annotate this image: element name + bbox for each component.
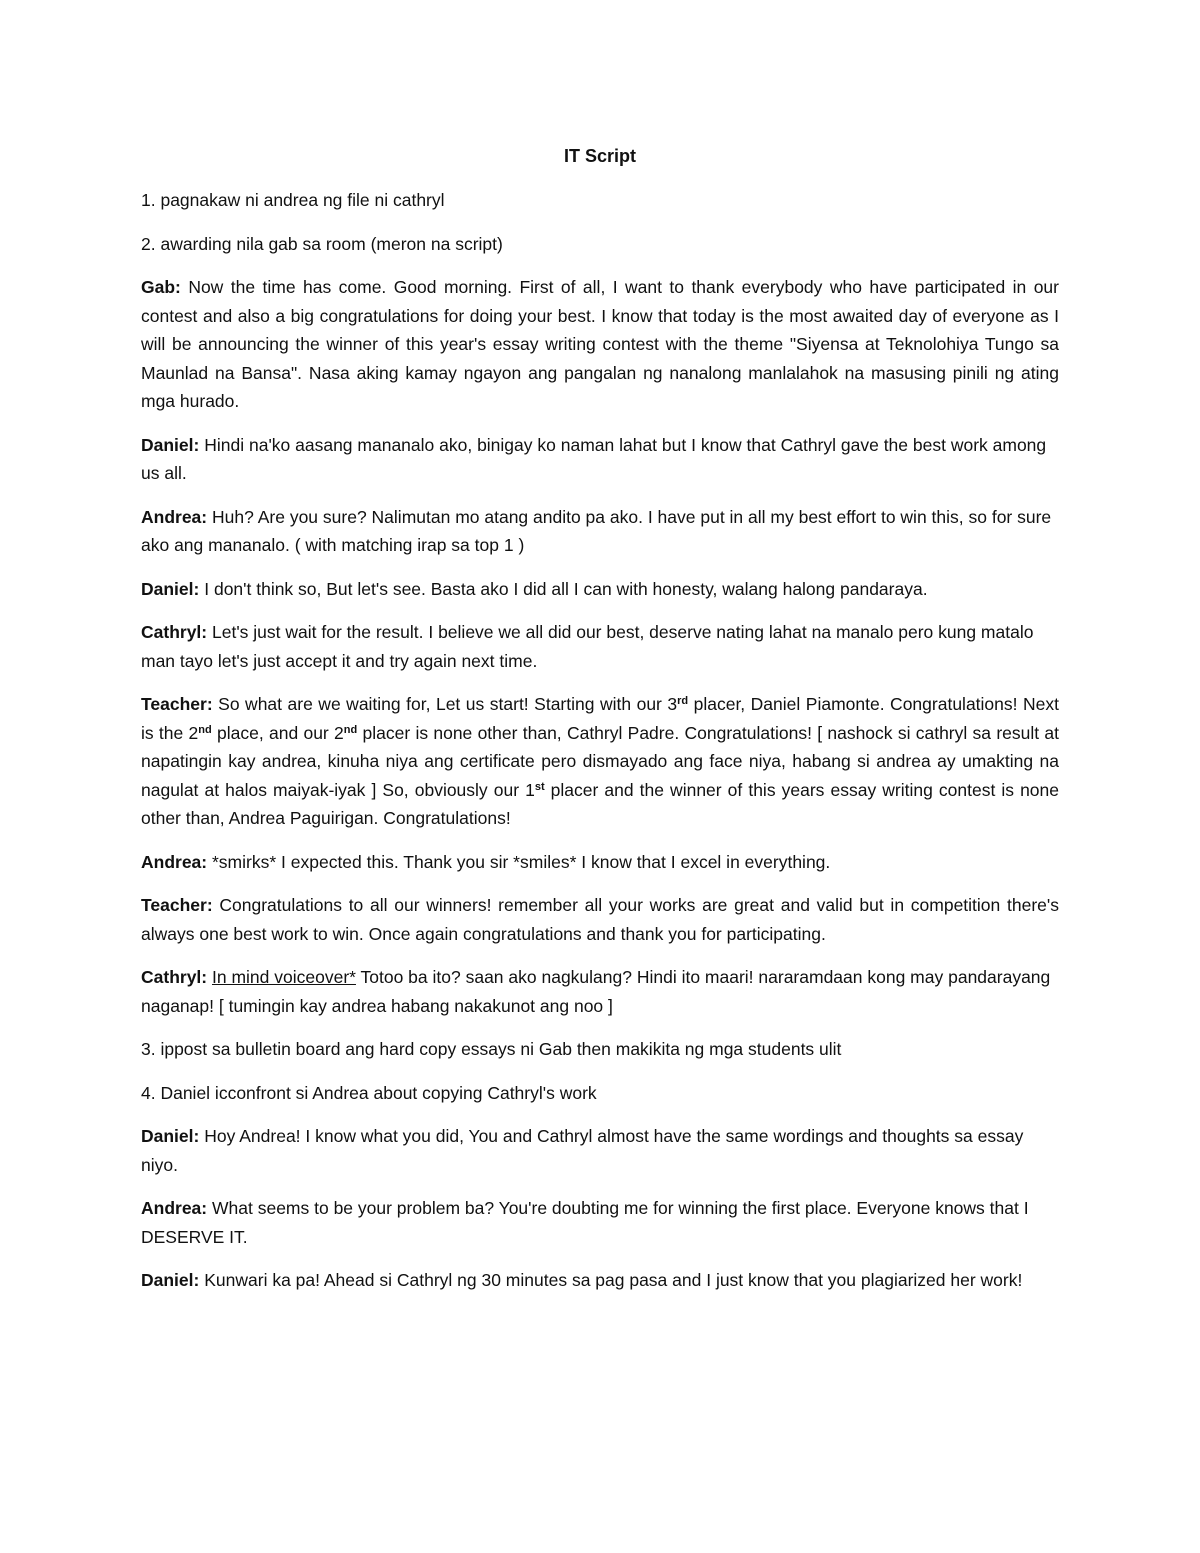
dialogue-teacher-1 (141, 690, 1059, 833)
speaker-label: Teacher: (141, 694, 213, 714)
speaker-label: Andrea: (141, 851, 208, 872)
dialogue-teacher-2 (141, 891, 1059, 948)
dialogue-text: Hoy Andrea! I know what you did, You and Cathryl almost have the same wordings and thoughts sa essay niyo. (141, 1126, 1024, 1175)
dialogue-andrea-3 (141, 1194, 1059, 1251)
ordinal-suffix: rd (677, 695, 689, 707)
dialogue-text: Let's just wait for the result. I believe we all did our best, deserve nating lahat na manalo pero kung matalo man tayo let's just accept it and try again next time. (141, 622, 1034, 671)
dialogue-text: Totoo ba ito? saan ako nagkulang? Hindi ito maari! nararamdaan kong may pandarayang naganap! [ tumingin kay andrea habang nakakunot ang noo ] (141, 967, 1051, 1016)
dialogue-text: Congratulations to all our winners! remember all your works are great and valid but in competition there's always one best work to win. Once again congratulations and thank you for participating. (141, 895, 1059, 944)
speaker-label: Daniel: (141, 1270, 200, 1290)
speaker-label: Teacher: (141, 895, 213, 915)
dialogue-text: So what are we waiting for, Let us start! Starting with our 3 (218, 694, 678, 714)
dialogue-text: Now the time has come. Good morning. First of all, I want to thank everybody who have participated in our contest and also a big congratulations for doing your best. I know that today is the most awaited day of everyone as I will be announcing the winner of this year's essay writing contest with the theme "Siyensa at Teknolohiya Tungo sa Maunlad na Bansa". Nasa aking kamay ngayon ang pangalan ng nanalong manlalahok na masusing pinili ng ating mga hurado. (141, 277, 1059, 411)
dialogue-cathryl-1 (141, 618, 1059, 675)
speaker-label: Andrea: (141, 506, 208, 527)
list-item-2: 2. awarding nila gab sa room (meron na script) (141, 233, 503, 254)
speaker-label: Gab: (141, 277, 181, 297)
speaker-label: Andrea: (141, 1198, 208, 1218)
list-item-1: 1. pagnakaw ni andrea ng file ni cathryl (141, 190, 445, 210)
script-body (141, 142, 1059, 1310)
list-item-3: 3. ippost sa bulletin board ang hard copy essays ni Gab then makikita ng mga students ulit (141, 1039, 842, 1059)
speaker-label: Cathryl: (141, 622, 208, 642)
dialogue-text: I don't think so, But let's see. Basta ako I did all I can with honesty, walang halong pandaraya. (204, 578, 928, 599)
dialogue-text: placer is none other than, Cathryl Padre. Congratulations! [ nashock si cathryl sa result at napatingin kay andrea, kinuha niya ang certificate pero dismayado ang face niya, habang si andrea ay umakting na nagulat at halos maiyak-iyak ] So, obviously our 1 (141, 722, 1059, 800)
speaker-label: Cathryl: (141, 967, 208, 987)
dialogue-text: Huh? Are you sure? Nalimutan mo atang andito pa ako. I have put in all my best effort to win this, so for sure ako ang mananalo. ( with matching irap sa top 1 ) (141, 506, 1052, 555)
page-title: IT Script (563, 146, 636, 166)
ordinal-suffix: st (534, 780, 545, 793)
dialogue-text: placer, Daniel Piamonte. Congratulations! Next is the 2 (141, 694, 1059, 743)
dialogue-text: Kunwari ka pa! Ahead si Cathryl ng 30 minutes sa pag pasa and I just know that you plagiarized her work! (204, 1270, 1023, 1290)
ordinal-suffix: nd (343, 723, 358, 736)
dialogue-text: What seems to be your problem ba? You're doubting me for winning the first place. Everyone knows that I DESERVE IT. (141, 1198, 1029, 1247)
dialogue-text: Hindi na'ko aasang mananalo ako, binigay ko naman lahat but I know that Cathryl gave the best work among us all. (141, 434, 1047, 483)
dialogue-andrea-2 (141, 848, 1059, 877)
ordinal-suffix: nd (198, 723, 212, 736)
dialogue-daniel-4 (141, 1266, 1059, 1295)
dialogue-text: place, and our 2 (211, 722, 344, 743)
dialogue-daniel-3 (141, 1122, 1059, 1179)
dialogue-text: *smirks* I expected this. Thank you sir *smiles* I know that I excel in everything. (212, 851, 831, 872)
speaker-label: Daniel: (141, 578, 200, 599)
list-item-4: 4. Daniel icconfront si Andrea about copying Cathryl's work (141, 1082, 597, 1103)
speaker-label: Daniel: (141, 1126, 200, 1146)
speaker-label: Daniel: (141, 434, 200, 455)
stage-direction-underlined: In mind voiceover* (212, 967, 356, 987)
dialogue-andrea-1 (141, 503, 1059, 560)
dialogue-cathryl-2 (141, 963, 1059, 1020)
dialogue-text: placer and the winner of this years essay writing contest is none other than, Andrea Paguirigan. Congratulations! (141, 779, 1060, 828)
dialogue-gab-1 (141, 273, 1059, 416)
dialogue-daniel-1 (141, 431, 1059, 488)
dialogue-daniel-2 (141, 575, 1059, 604)
